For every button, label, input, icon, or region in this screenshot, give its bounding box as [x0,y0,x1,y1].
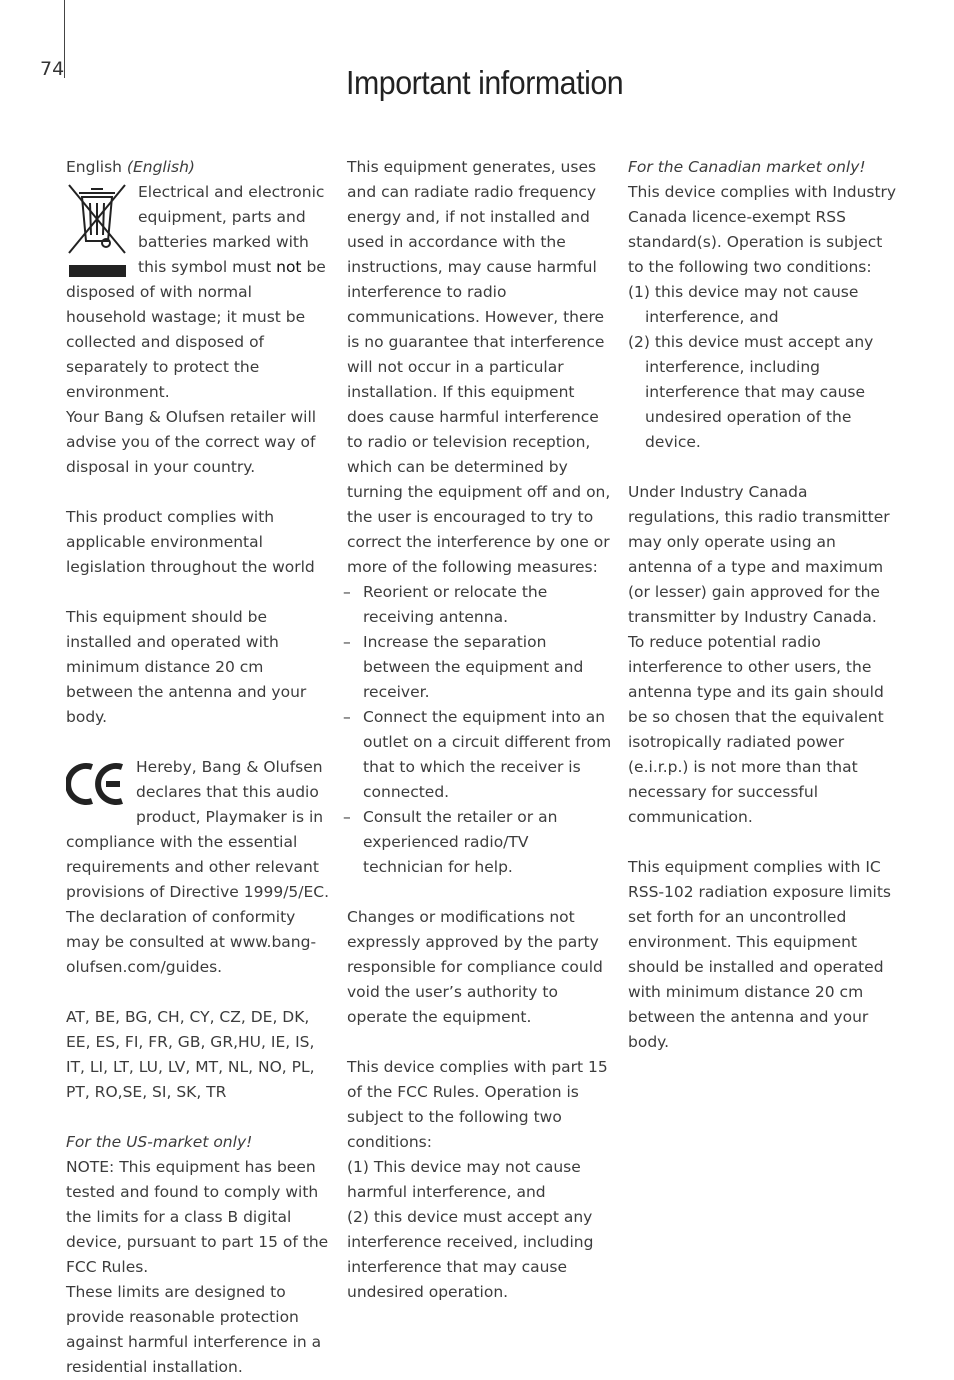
ic-condition-2: (2) this device must accept any interference, including interference that may cause undesired operation of the device. [628,333,874,451]
ic-regulations: Under Industry Canada regulations, this radio transmitter may only operate using an antenna of a type and maximum (or lesser) gain approved for the transmitter by Industry Canada. To reduce potential radio interference to other users, the antenna type and its gain should be so chosen that the equivalent isotropically radiated power (e.i.r.p.) is not more than that necessary for successful communication. [628,483,890,826]
language-label-native: (English) [126,158,195,176]
ce-conformity: The declaration of conformity may be consulted at www.bang-olufsen.com/guides. [66,908,317,976]
canadian-market-heading: For the Canadian market only! [628,158,866,176]
rf-interference-intro: This equipment generates, uses and can radiate radio frequency energy and, if not installed and used in accordance with the instructions, may cause harmful interference to radio communications. However, there is no guarantee that interference will not occur in a particular installation. If this equipment does cause harmful interference to radio or television reception, which can be determined by turning the equipment off and on, the user is encouraged to try to correct the interference by one or more of the following measures: [347,158,611,576]
modifications-warning: Changes or modifications not expressly approved by the party responsible for compliance could void the user’s authority to operate the equipment. [347,908,603,1026]
weee-text-after: be disposed of with normal household wastage; it must be collected and disposed of separately to protect the environment. [66,258,326,401]
column-right [628,155,898,1080]
fcc-condition-1: (1) This device may not cause harmful interference, and [347,1158,581,1201]
weee-emphasis: not [276,258,302,276]
weee-text-before: Electrical and electronic equipment, parts and batteries marked with this symbol must [138,183,325,276]
ic-condition-1: (1) this device may not cause interference, and [628,283,859,326]
language-label: English [66,158,122,176]
us-fcc-note: NOTE: This equipment has been tested and found to comply with the limits for a class B digital device, pursuant to part 15 of the FCC Rules. [66,1158,329,1276]
language-heading [66,155,332,180]
ic-rss102-statement: This equipment complies with IC RSS-102 radiation exposure limits set forth for an uncontrolled environment. This equipment should be installed and operated with minimum distance 20 cm between the antenna and your body. [628,858,892,1051]
page-number: 74 [40,58,65,80]
ce-declaration: Hereby, Bang & Olufsen declares that this audio product, Playmaker is in compliance with the essential requirements and other relevant provisions of Directive 1999/5/EC. [66,758,330,901]
install-distance-note: This equipment should be installed and operated with minimum distance 20 cm between the antenna and your body. [66,608,307,726]
ce-section [66,755,332,980]
column-middle [347,155,613,1305]
weee-retailer-text: Your Bang & Olufsen retailer will advise you of the correct way of disposal in your country. [66,408,317,476]
interference-measures-list [347,580,613,880]
ce-mark-icon [66,761,126,807]
list-item: – Connect the equipment into an outlet on a circuit different from that to which the receiver is connected. [347,705,613,805]
crossed-out-wheelie-bin-icon [66,183,128,279]
list-item: – Increase the separation between the equipment and receiver. [347,630,613,705]
page-title: Important information [346,64,624,101]
list-item: – Reorient or relocate the receiving antenna. [347,580,613,630]
country-list: AT, BE, BG, CH, CY, CZ, DE, DK, EE, ES, FI, FR, GB, GR,HU, IE, IS, IT, LI, LT, LU, LV, MT, NL, NO, PL, PT, RO,SE, SI, SK, TR [66,1008,315,1101]
us-fcc-limits: These limits are designed to provide reasonable protection against harmful interference in a residential installation. [66,1283,322,1376]
industry-canada-intro: This device complies with Industry Canada licence-exempt RSS standard(s). Operation is subject to the following two conditions: [628,183,897,276]
environmental-compliance: This product complies with applicable environmental legislation throughout the world [66,508,315,576]
fcc-condition-2: (2) this device must accept any interference received, including interference that may cause undesired operation. [347,1208,594,1301]
fcc-part15-statement: This device complies with part 15 of the FCC Rules. Operation is subject to the following two conditions: [347,1058,608,1151]
us-market-heading: For the US-market only! [66,1133,253,1151]
weee-section [66,180,332,480]
column-left [66,155,332,1380]
list-item: – Consult the retailer or an experienced radio/TV technician for help. [347,805,613,880]
